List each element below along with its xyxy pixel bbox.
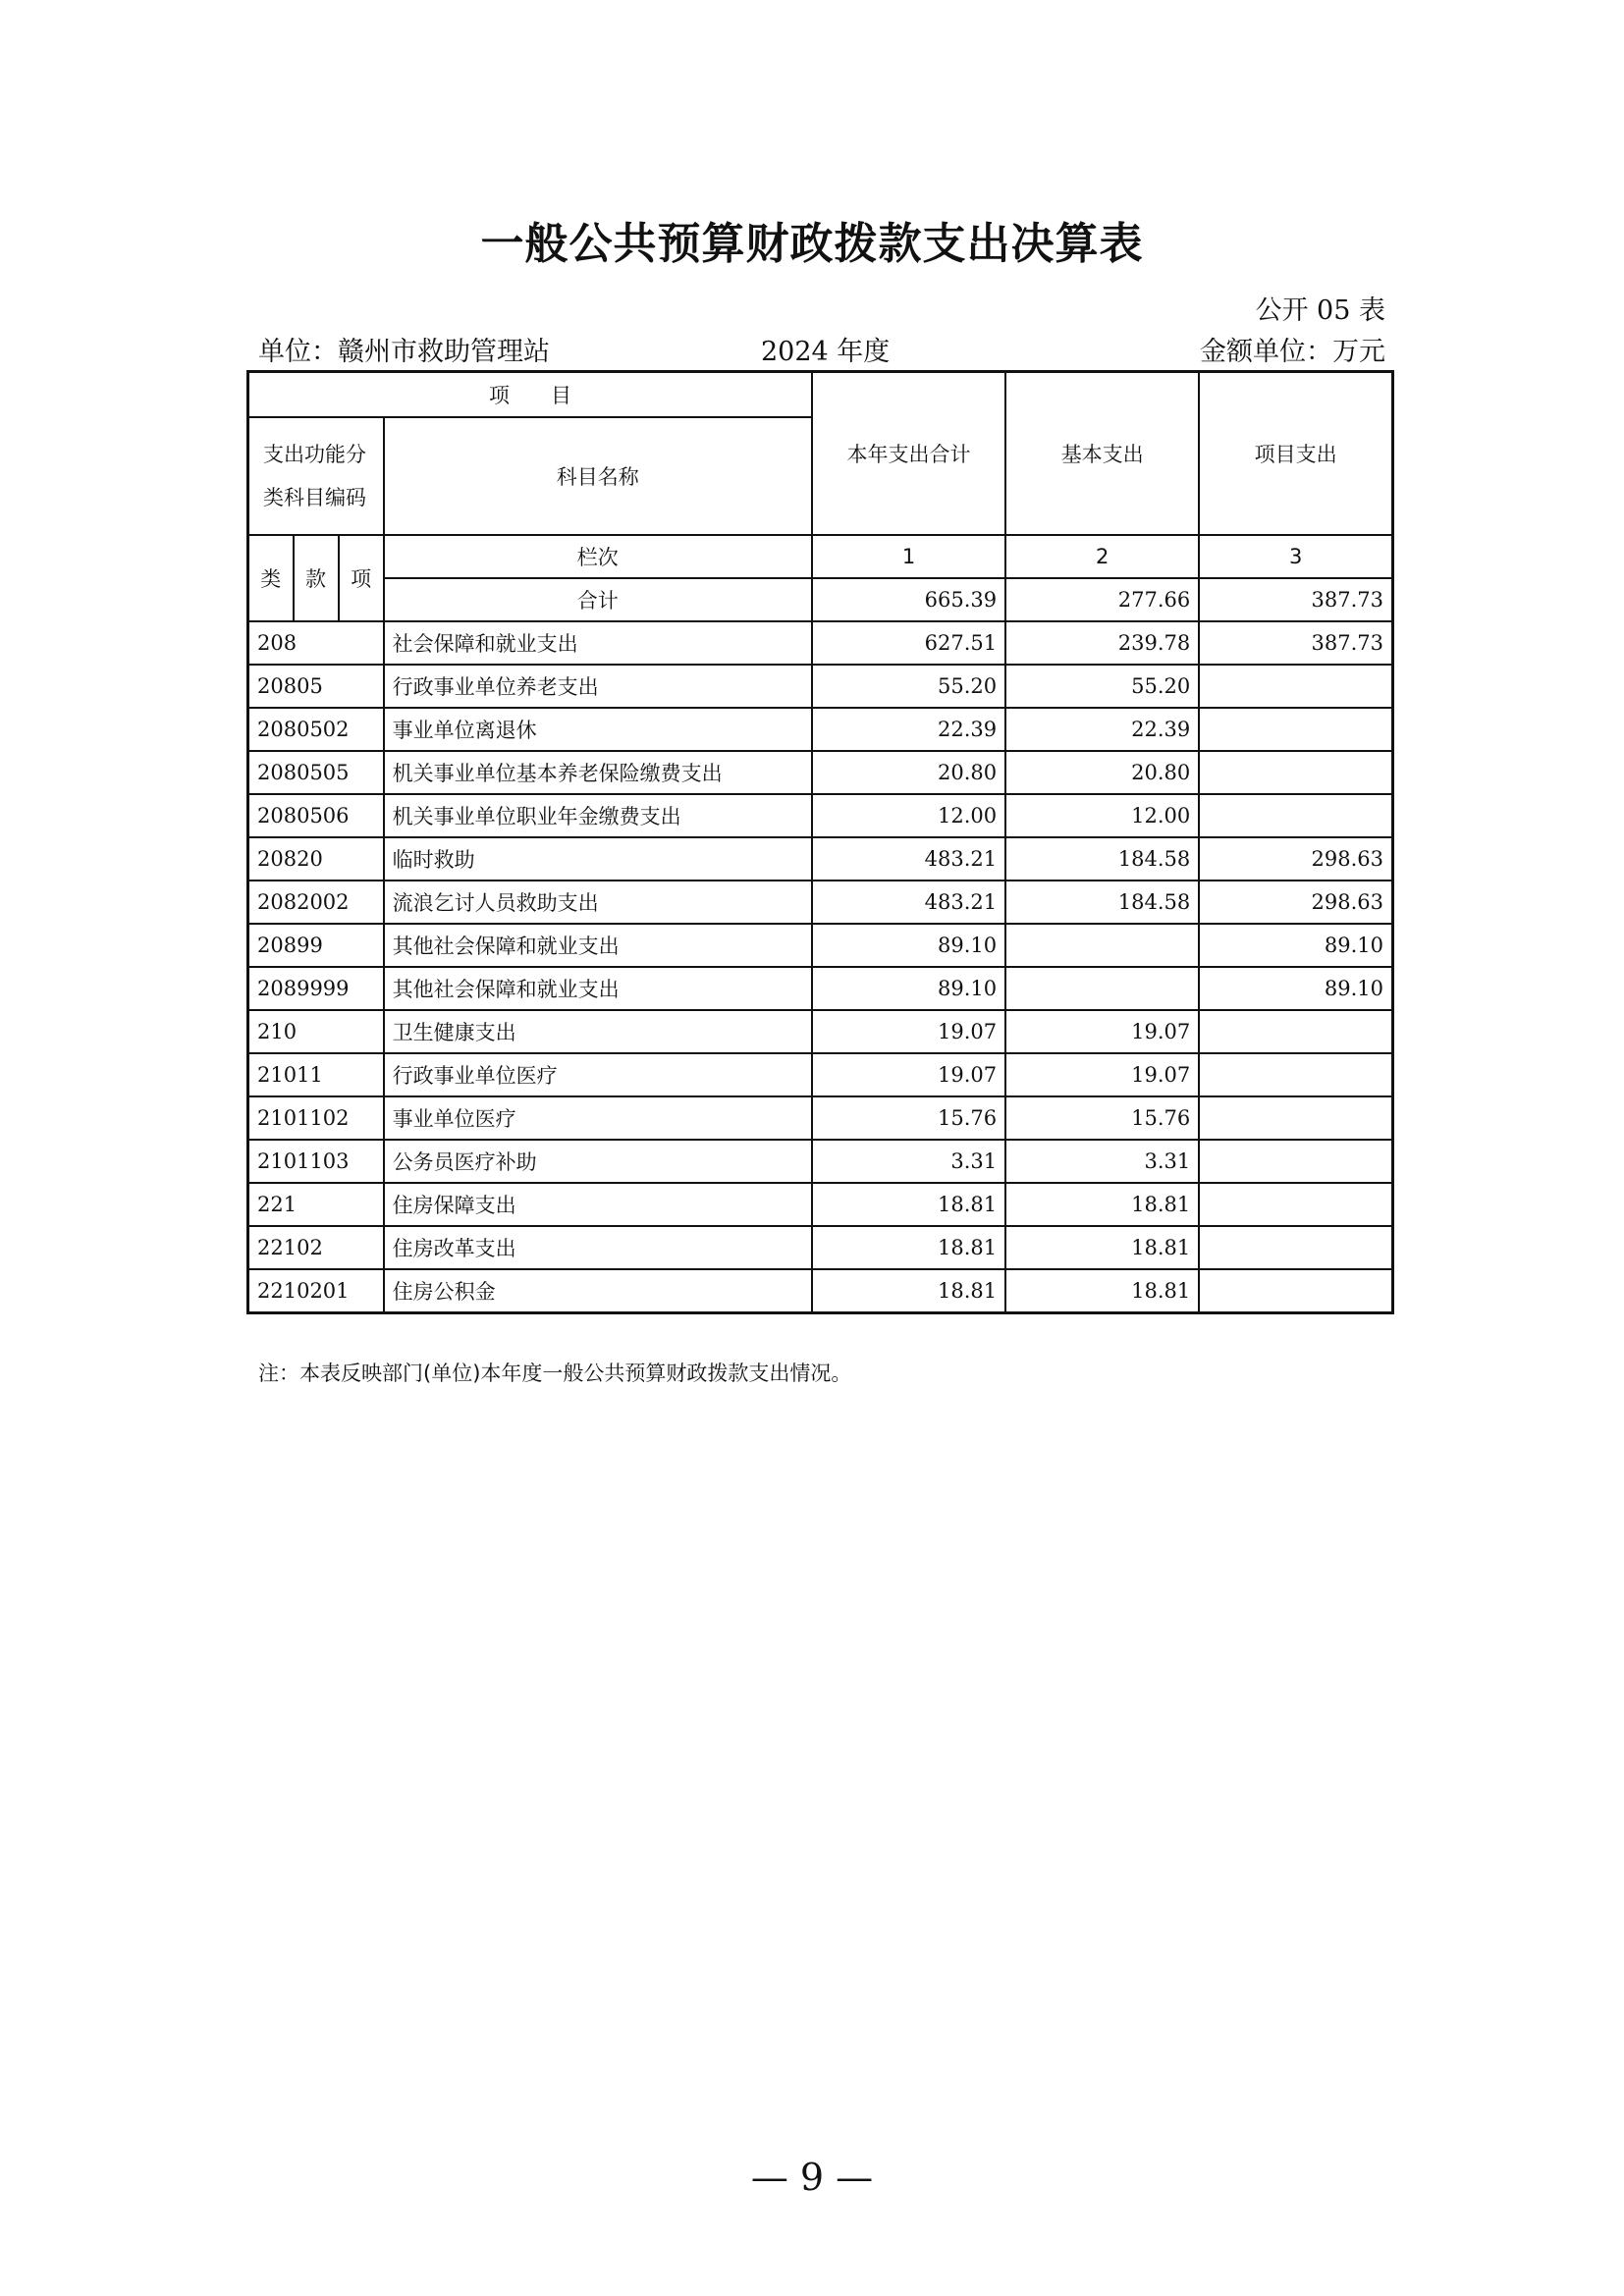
row-basic: 20.80	[1005, 751, 1199, 794]
row-basic: 184.58	[1005, 881, 1199, 924]
row-total: 18.81	[812, 1183, 1005, 1226]
document-title: 一般公共预算财政拨款支出决算表	[480, 219, 1144, 269]
budget-table	[246, 370, 1394, 1314]
row-basic	[1005, 967, 1199, 1010]
row-project	[1199, 1226, 1392, 1269]
row-total: 89.10	[812, 924, 1005, 967]
row-subject-name: 行政事业单位医疗	[384, 1053, 812, 1096]
table-row	[248, 967, 1393, 1010]
row-basic: 3.31	[1005, 1140, 1199, 1183]
row-project	[1199, 1096, 1392, 1140]
row-code: 2080506	[248, 794, 384, 837]
row-code: 2080502	[248, 708, 384, 751]
fiscal-year: 2024 年度	[761, 337, 891, 367]
row-subject-name: 行政事业单位养老支出	[384, 665, 812, 708]
row-project	[1199, 665, 1392, 708]
row-total: 627.51	[812, 621, 1005, 665]
row-project	[1199, 1183, 1392, 1226]
row-basic: 18.81	[1005, 1269, 1199, 1313]
func-code-header	[248, 417, 384, 535]
row-code: 2089999	[248, 967, 384, 1010]
sum-label: 合计	[384, 578, 812, 621]
column-order-label: 栏次	[384, 535, 812, 578]
row-subject-name: 公务员医疗补助	[384, 1140, 812, 1183]
document-meta	[258, 330, 1385, 365]
column-number-3: 3	[1199, 535, 1392, 578]
row-subject-name: 住房改革支出	[384, 1226, 812, 1269]
project-header: 项目支出	[1199, 372, 1392, 536]
subject-name-header: 科目名称	[384, 417, 812, 535]
table-row	[248, 1140, 1393, 1183]
sum-row	[248, 578, 1393, 621]
row-code: 2101102	[248, 1096, 384, 1140]
table-row	[248, 881, 1393, 924]
page-number: — 9 —	[750, 2156, 874, 2199]
row-total: 19.07	[812, 1010, 1005, 1053]
total-header: 本年支出合计	[812, 372, 1005, 536]
row-code: 20899	[248, 924, 384, 967]
row-project	[1199, 1053, 1392, 1096]
row-basic: 184.58	[1005, 837, 1199, 881]
sum-basic: 277.66	[1005, 578, 1199, 621]
row-code: 2082002	[248, 881, 384, 924]
row-subject-name: 临时救助	[384, 837, 812, 881]
row-code: 208	[248, 621, 384, 665]
row-code: 2210201	[248, 1269, 384, 1313]
form-number: 公开 05 表	[1255, 295, 1385, 326]
row-basic: 22.39	[1005, 708, 1199, 751]
row-project	[1199, 751, 1392, 794]
func-code-line2: 类科目编码	[263, 486, 366, 509]
row-subject-name: 事业单位医疗	[384, 1096, 812, 1140]
table-row	[248, 1183, 1393, 1226]
table-row	[248, 621, 1393, 665]
row-code: 221	[248, 1183, 384, 1226]
table-row	[248, 1096, 1393, 1140]
row-basic: 18.81	[1005, 1226, 1199, 1269]
sum-total: 665.39	[812, 578, 1005, 621]
row-project: 387.73	[1199, 621, 1392, 665]
kuan-header: 款	[294, 535, 339, 621]
row-code: 22102	[248, 1226, 384, 1269]
row-subject-name: 其他社会保障和就业支出	[384, 967, 812, 1010]
row-basic: 239.78	[1005, 621, 1199, 665]
row-project	[1199, 1010, 1392, 1053]
table-row	[248, 751, 1393, 794]
row-subject-name: 住房保障支出	[384, 1183, 812, 1226]
column-number-1: 1	[812, 535, 1005, 578]
table-row	[248, 1010, 1393, 1053]
row-basic: 19.07	[1005, 1010, 1199, 1053]
table-row	[248, 924, 1393, 967]
row-total: 15.76	[812, 1096, 1005, 1140]
column-number-2: 2	[1005, 535, 1199, 578]
table-row	[248, 1269, 1393, 1313]
amount-unit: 金额单位：万元	[1200, 337, 1385, 367]
row-total: 19.07	[812, 1053, 1005, 1096]
table-row	[248, 794, 1393, 837]
row-project	[1199, 708, 1392, 751]
row-project: 89.10	[1199, 924, 1392, 967]
row-subject-name: 流浪乞讨人员救助支出	[384, 881, 812, 924]
row-basic: 18.81	[1005, 1183, 1199, 1226]
row-subject-name: 事业单位离退休	[384, 708, 812, 751]
row-project	[1199, 794, 1392, 837]
row-total: 55.20	[812, 665, 1005, 708]
row-total: 3.31	[812, 1140, 1005, 1183]
row-total: 18.81	[812, 1226, 1005, 1269]
item-header: 项 目	[248, 372, 812, 418]
header-row-order	[248, 535, 1393, 578]
row-basic: 55.20	[1005, 665, 1199, 708]
row-total: 89.10	[812, 967, 1005, 1010]
row-basic: 15.76	[1005, 1096, 1199, 1140]
row-subject-name: 其他社会保障和就业支出	[384, 924, 812, 967]
table-row	[248, 1053, 1393, 1096]
table-row	[248, 708, 1393, 751]
row-total: 22.39	[812, 708, 1005, 751]
row-basic	[1005, 924, 1199, 967]
row-subject-name: 机关事业单位职业年金缴费支出	[384, 794, 812, 837]
row-total: 12.00	[812, 794, 1005, 837]
row-project	[1199, 1140, 1392, 1183]
row-total: 483.21	[812, 881, 1005, 924]
table-row	[248, 1226, 1393, 1269]
row-basic: 12.00	[1005, 794, 1199, 837]
header-row-item	[248, 372, 1393, 418]
row-project: 298.63	[1199, 837, 1392, 881]
basic-header: 基本支出	[1005, 372, 1199, 536]
unit-label: 单位：赣州市救助管理站	[258, 337, 550, 367]
row-subject-name: 卫生健康支出	[384, 1010, 812, 1053]
sum-project: 387.73	[1199, 578, 1392, 621]
row-project	[1199, 1269, 1392, 1313]
func-code-line1: 支出功能分	[263, 443, 366, 466]
row-total: 483.21	[812, 837, 1005, 881]
row-subject-name: 机关事业单位基本养老保险缴费支出	[384, 751, 812, 794]
row-code: 20820	[248, 837, 384, 881]
row-subject-name: 社会保障和就业支出	[384, 621, 812, 665]
row-total: 18.81	[812, 1269, 1005, 1313]
row-code: 20805	[248, 665, 384, 708]
row-subject-name: 住房公积金	[384, 1269, 812, 1313]
row-code: 210	[248, 1010, 384, 1053]
table-row	[248, 665, 1393, 708]
row-basic: 19.07	[1005, 1053, 1199, 1096]
xiang-header: 项	[339, 535, 384, 621]
row-code: 2080505	[248, 751, 384, 794]
table-note: 注：本表反映部门(单位)本年度一般公共预算财政拨款支出情况。	[258, 1362, 852, 1385]
row-project: 298.63	[1199, 881, 1392, 924]
table-row	[248, 837, 1393, 881]
row-total: 20.80	[812, 751, 1005, 794]
lei-header: 类	[248, 535, 294, 621]
row-code: 2101103	[248, 1140, 384, 1183]
row-project: 89.10	[1199, 967, 1392, 1010]
row-code: 21011	[248, 1053, 384, 1096]
